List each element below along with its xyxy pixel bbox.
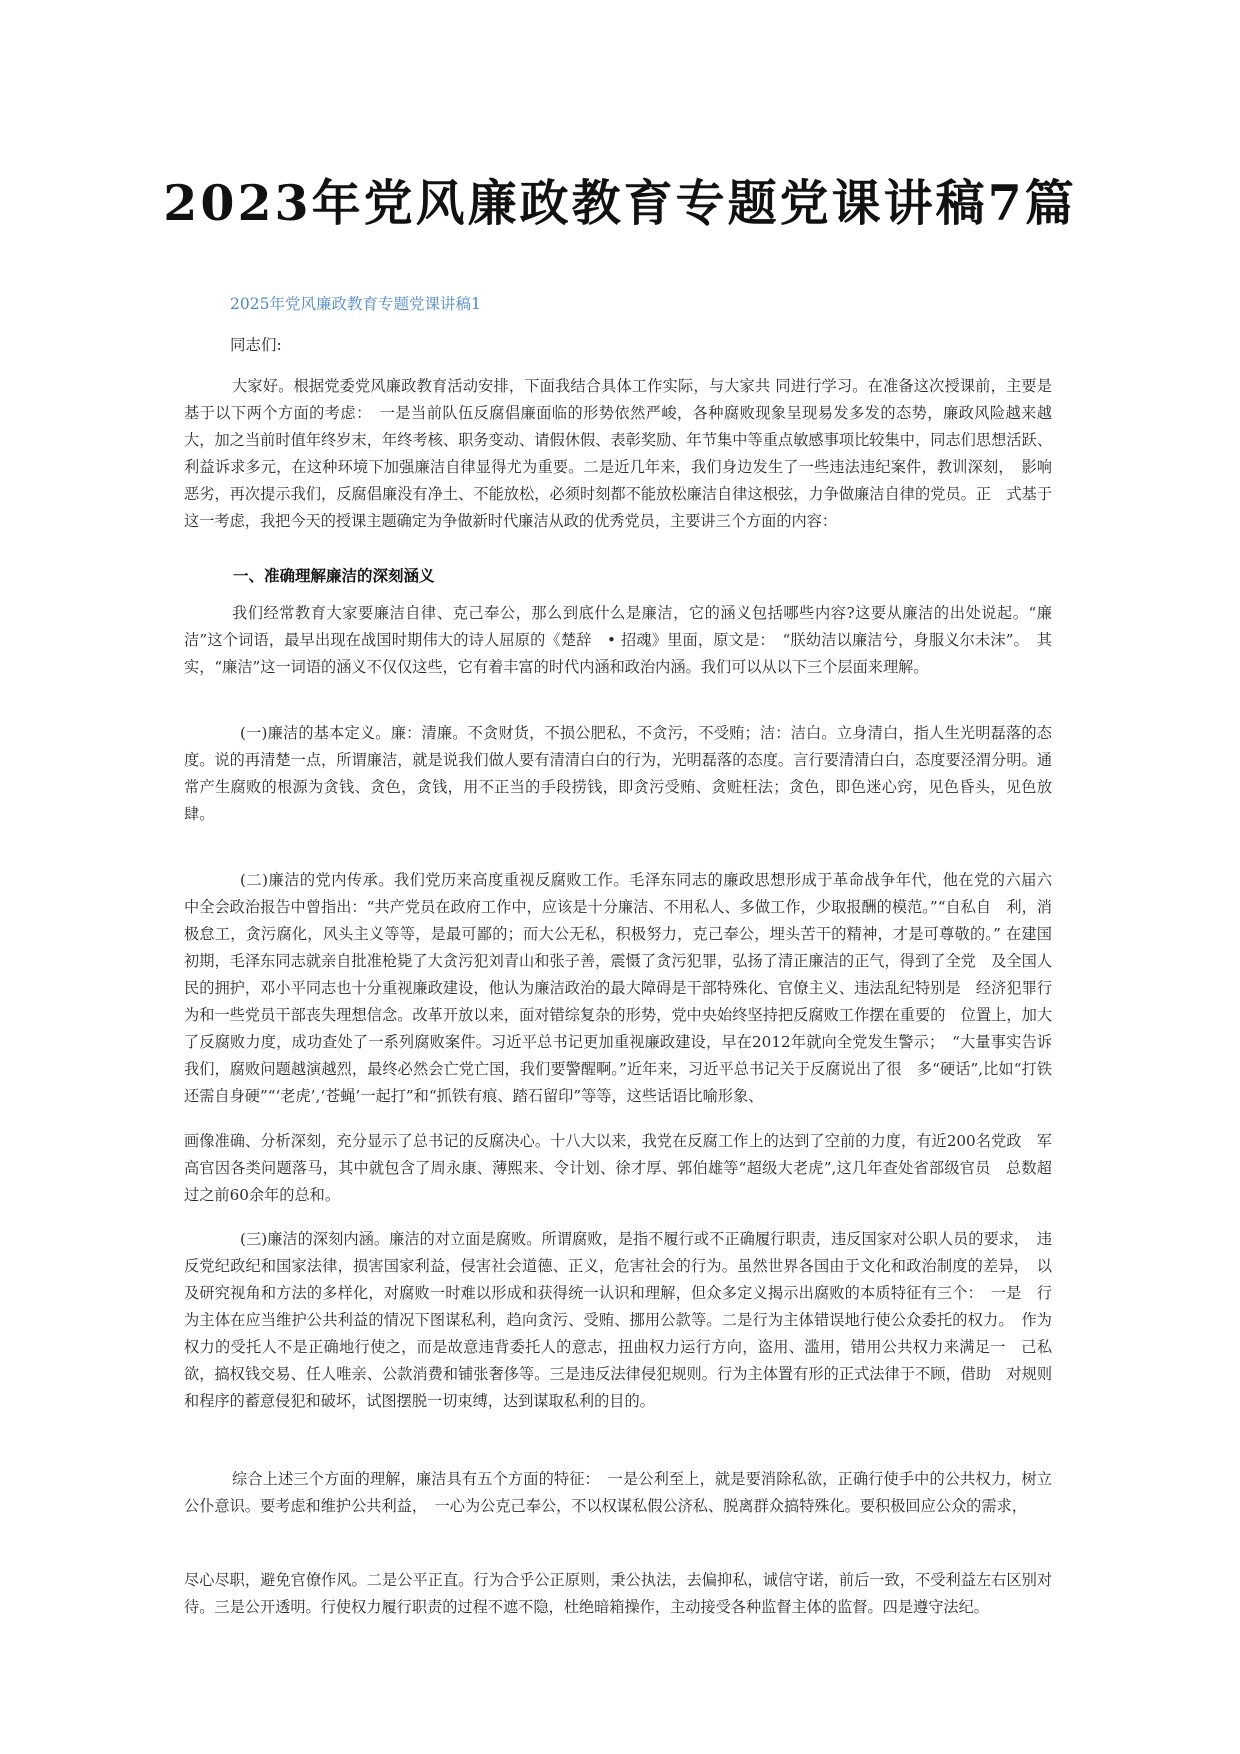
paragraph-intro: 大家好。根据党委党风廉政教育活动安排，下面我结合具体工作实际，与大家共 同进行学习。在准备这次授课前，主要是基于以下两个方面的考虑： 一是当前队伍反腐倡廉面临的形势依然严峻，各种腐败现象呈现易发多发的态势，廉政风险越来越大，加之当前时值年终岁末，年终考核、职务变动、请假休假、表彰奖励、年节集中等重点敏感事项比较集中，同志们思想活跃、利益诉求多元，在这种环境下加强廉洁自律显得尤为重要。二是近几年来，我们身边发生了一些违法违纪案件，教训深刻， 影响恶劣，再次提示我们，反腐倡廉没有净土、不能放松，必须时刻都不能放松廉洁自律这根弦，力争做廉洁自律的党员。正 式基于这一考虑，我把今天的授课主题确定为争做新时代廉洁从政的优秀党员，主要讲三个方面的内容： (184, 377, 1052, 530)
paragraph-deep-meaning: (三)廉洁的深刻内涵。廉洁的对立面是腐败。所谓腐败，是指不履行或不正确履行职责，违反国家对公职人员的要求， 违反党纪政纪和国家法律，损害国家利益，侵害社会道德、正义，危害社会的行为。虽然世界各国由于文化和政治制度的差异， 以及研究视角和方法的多样化，对腐败一时难以形成和获得统一认识和理解，但众多定义揭示出腐败的本质特征有三个： 一是 行为主体在应当维护公共利益的情况下图谋私利，趋向贪污、受贿、挪用公款等。二是行为主体错误地行使公众委托的权力。 作为权力的受托人不是正确地行使之，而是故意违背委托人的意志，扭曲权力运行方向，盗用、滥用，错用公共权力来满足一 己私欲，搞权钱交易、任人唯亲、公款消费和铺张奢侈等。三是违反法律侵犯规则。行为主体置有形的正式法律于不顾，借助 对规则和程序的蓄意侵犯和破坏，试图摆脱一切束缚，达到谋取私利的目的。 (184, 1230, 1052, 1410)
paragraph-origin: 我们经常教育大家要廉洁自律、克己奉公，那么到底什么是廉洁，它的涵义包括哪些内容?这要从廉洁的出处说起。“廉 洁”这个词语，最早出现在战国时期伟大的诗人屈原的《楚辞 • 招魂》里面，原文是： “朕幼洁以廉洁兮，身服义尔未沫”。 其实，“廉洁”这一词语的涵义不仅仅这些，它有着丰富的时代内涵和政治内涵。我们可以从以下三个层面来理解。 (184, 604, 1068, 676)
paragraph-party-tradition-cont: 画像准确、分析深刻，充分显示了总书记的反腐决心。十八大以来，我党在反腐工作上的达到了空前的力度，有近200名党政 军高官因各类问题落马，其中就包含了周永康、薄熙来、令计划、徐才厚、郭伯雄等“超级大老虎”,这几年查处省部级官员 总数超过之前60余年的总和。 (184, 1132, 1052, 1204)
greeting: 同志们: (230, 336, 282, 354)
section-link[interactable]: 2025年党风廉政教育专题党课讲稿1 (230, 295, 481, 313)
document-title: 2023年党风廉政教育专题党课讲稿7篇 (163, 174, 1077, 232)
paragraph-party-tradition: (二)廉洁的党内传承。我们党历来高度重视反腐败工作。毛泽东同志的廉政思想形成于革命战争年代，他在党的六届六 中全会政治报告中曾指出：“共产党员在政府工作中，应该是十分廉洁、不用私人、多做工作，少取报酬的模范。”“自私自 利，消极怠工，贪污腐化，风头主义等等，是最可鄙的；而大公无私，积极努力，克己奉公，埋头苦干的精神，才是可尊敬的。” 在建国初期，毛泽东同志就亲自批准枪毙了大贪污犯刘青山和张子善，震慑了贪污犯罪，弘扬了清正廉洁的正气，得到了全党 及全国人民的拥护，邓小平同志也十分重视廉政建设，他认为廉洁政治的最大障碍是干部特殊化、官僚主义、违法乱纪特别是 经济犯罪行为和一些党员干部丧失理想信念。改革开放以来，面对错综复杂的形势，党中央始终坚持把反腐败工作摆在重要的 位置上，加大了反腐败力度，成功查处了一系列腐败案件。习近平总书记更加重视廉政建设，早在2012年就向全党发生警示； “大量事实告诉我们，腐败问题越演越烈，最终必然会亡党亡国，我们要警醒啊。”近年来，习近平总书记关于反腐说出了很 多“硬话”,比如“打铁还需自身硬”“‘老虎’,‘苍蝇’一起打”和“抓铁有痕、踏石留印”等等，这些话语比喻形象、 (184, 871, 1068, 1105)
paragraph-definition: (一)廉洁的基本定义。廉：清廉。不贪财货，不损公肥私，不贪污，不受贿；洁：洁白。立身清白，指人生光明磊落的态度。说的再清楚一点，所谓廉洁，就是说我们做人要有清清白白的行为，光明磊落的态度。言行要清清白白，态度要泾渭分明。通常产生腐败的根源为贪钱、贪色，贪钱，用不正当的手段捞钱，即贪污受贿、贪赃枉法；贪色，即色迷心窍，见色昏头，见色放肆。 (184, 724, 1052, 823)
paragraph-summary: 综合上述三个方面的理解，廉洁具有五个方面的特征： 一是公利至上，就是要消除私欲，正确行使手中的公共权力，树立 公仆意识。要考虑和维护公共利益， 一心为公克己奉公，不以权谋私假公济私、脱离群众搞特殊化。要积极回应公众的需求， (184, 1470, 1068, 1515)
paragraph-summary-cont: 尽心尽职，避免官僚作风。二是公平正直。行为合乎公正原则，秉公执法，去偏抑私，诚信守诺，前后一致，不受利益左右区别对待。三是公开透明。行使权力履行职责的过程不遮不隐，杜绝暗箱操作，主动接受各种监督主体的监督。四是遵守法纪。 (184, 1571, 1052, 1616)
section-heading-1: 一、准确理解廉洁的深刻涵义 (233, 567, 435, 585)
